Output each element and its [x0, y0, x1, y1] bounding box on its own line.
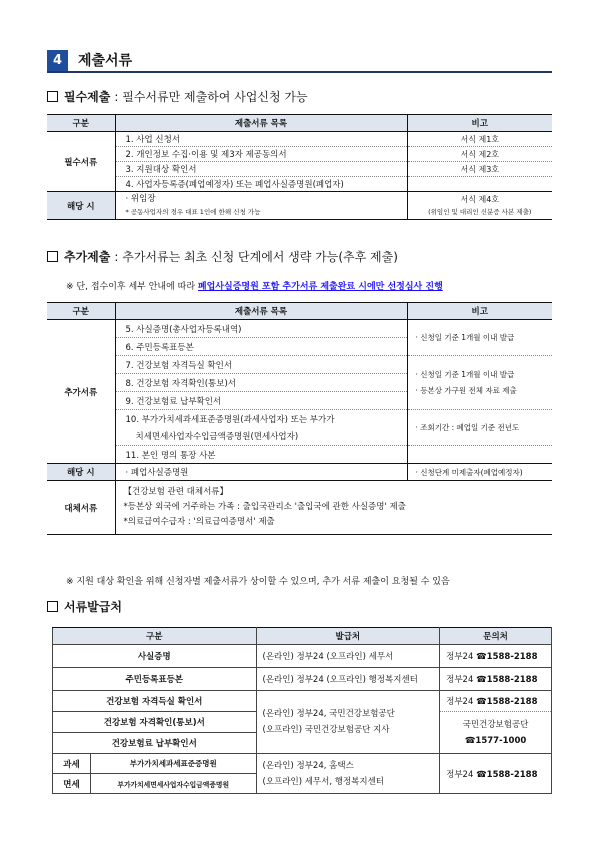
- table-row: 건강보험료 납부확인서: [53, 733, 552, 754]
- table-row: 사실증명 (온라인) 정부24 (오프라인) 세무서 정부24 ☎1588-2188: [53, 645, 552, 668]
- table-row: 9. 건강보험료 납부확인서: [47, 392, 552, 410]
- table-row: 8. 건강보험 자격확인(통보)서: [47, 374, 552, 392]
- col-header-remark: 비고: [407, 115, 552, 132]
- table-row: 6. 주민등록표등본: [47, 338, 552, 356]
- highlight-text: 폐업사실증명원 포함 추가서류 제출완료 시에만 선정심사 진행: [197, 282, 443, 292]
- table-row: 추가서류 5. 사실증명(총사업자등록내역) · 신청일 기준 1개월 이내 발급: [47, 320, 552, 338]
- table-row: 해당 시 · 위임장 * 공동사업자의 경우 대표 1인에 한해 신청 가능 서식 제4호 (위임인 및 대리인 신분증 사본 제출): [47, 192, 552, 220]
- table-row: 7. 건강보험 자격득실 확인서 · 신청일 기준 1개월 이내 발급 · 등본상 가구원 전체 자료 제출: [47, 356, 552, 374]
- additional-heading: 추가제출 : 추가서류는 최초 신청 단계에서 생략 가능(추후 제출): [47, 248, 398, 265]
- issuance-table: 구분 발급처 문의처 사실증명 (온라인) 정부24 (오프라인) 세무서 정부24 ☎1588-2188 주민등록표등본 (온라인) 정부24 (오프라인) 행정복지센터 정부24 ☎1588-2188 건강보험 자격득실 확인서 (온라인) 정부24, 국민건강보험공단 (오프라인) 국민건강보험공단 지사 정부24 ☎1588-2188 건강보험 자격확인(통보)서 국민건강보험공단 ☎1577-1000 건강보험료 납부확인서 과세 부가가치세과세표준증명원 (온라인) 정부24, 홈택스 (오프라인) 세무서, 행정복지센터 정부24 ☎1588-2188 면세 부가가치세면세사업자수입금액증명원: [52, 627, 552, 794]
- group-label: 필수서류: [47, 132, 115, 192]
- table-row: 대체서류 【건강보험 관련 대체서류】 *등본상 외국에 거주하는 가족 : 출입국관리소 '출입국에 관한 사실증명' 제출 *의료급여수급자 : '의료급여증명서' 제출: [47, 481, 552, 535]
- table-row: 11. 본인 명의 통장 사본: [47, 446, 552, 464]
- applicable-label: 해당 시: [47, 192, 115, 220]
- section-title: 제출서류: [78, 53, 133, 69]
- table-row: 필수서류 1. 사업 신청서 서식 제1호: [47, 132, 552, 147]
- table-row: 4. 사업자등록증(폐업예정자) 또는 폐업사실증명원(폐업자): [47, 177, 552, 192]
- checkbox-square-icon: [47, 91, 58, 102]
- group-label: 추가서류: [47, 320, 115, 464]
- issuance-heading: 서류발급처: [47, 598, 122, 615]
- col-header-list: 제출서류 목록: [115, 115, 407, 132]
- table-row: 과세 부가가치세과세표준증명원 (온라인) 정부24, 홈택스 (오프라인) 세무서, 행정복지센터 정부24 ☎1588-2188: [53, 754, 552, 774]
- required-heading: 필수제출 : 필수서류만 제출하여 사업신청 가능: [47, 88, 308, 105]
- required-documents-table: [47, 114, 552, 220]
- additional-documents-table: 구분 제출서류 목록 비고 추가서류 5. 사실증명(총사업자등록내역) · 신청일 기준 1개월 이내 발급 6. 주민등록표등본 7. 건강보험 자격득실 확인서 · 신청일 기준 1개월 이내 발급 · 등본상 가구원 전체 자료 제출 8. 건강보험 자격확인(통보)서 9. 건강보험료 납부확인서 10. 부가가치세과세표준증명원(과세사업자) 또는 부가가 · 조회기간 : 폐업일 기준 전년도 치세면세사업자수입금액증명원(면세사업자) 11. 본인 명의 통장 사본 해당 시 · 폐업사실증명원 · 신청단계 미제출자(폐업예정자) 대체서류 【건강보험 관련 대체서류】 *등본상 외국에 거주하는 가족 : 출입국관리소 '출입국에 관한 사실증명' 제출 *의료급여수급자 : '의료급여증명서' 제출: [47, 302, 552, 535]
- section-header: [47, 49, 552, 73]
- alt-label: 대체서류: [47, 481, 115, 535]
- table-row: 해당 시 · 폐업사실증명원 · 신청단계 미제출자(폐업예정자): [47, 464, 552, 481]
- footnote: ※ 지원 대상 확인을 위해 신청자별 제출서류가 상이할 수 있으며, 추가 서류 제출이 요청될 수 있음: [66, 577, 450, 587]
- table-row: 건강보험 자격득실 확인서 (온라인) 정부24, 국민건강보험공단 (오프라인) 국민건강보험공단 지사 정부24 ☎1588-2188: [53, 691, 552, 712]
- table-row: 2. 개인정보 수집·이용 및 제3자 제공동의서 서식 제2호: [47, 147, 552, 162]
- table-row: 면세 부가가치세면세사업자수입금액증명원: [53, 774, 552, 794]
- table-row: 치세면세사업자수입금액증명원(면세사업자): [47, 428, 552, 446]
- checkbox-square-icon: [47, 251, 58, 262]
- table-row: 건강보험 자격확인(통보)서 국민건강보험공단 ☎1577-1000: [53, 712, 552, 733]
- checkbox-square-icon: [47, 601, 58, 612]
- table-row: 3. 지원대상 확인서 서식 제3호: [47, 162, 552, 177]
- col-header-category: 구분: [47, 115, 115, 132]
- additional-note: ※ 단, 접수이후 세부 안내에 따라 폐업사실증명원 포함 추가서류 제출완료 시에만 선정심사 진행: [66, 282, 443, 292]
- section-number: 4: [47, 50, 68, 71]
- table-row: 주민등록표등본 (온라인) 정부24 (오프라인) 행정복지센터 정부24 ☎1588-2188: [53, 668, 552, 691]
- table-row: 10. 부가가치세과세표준증명원(과세사업자) 또는 부가가 · 조회기간 : 폐업일 기준 전년도: [47, 410, 552, 428]
